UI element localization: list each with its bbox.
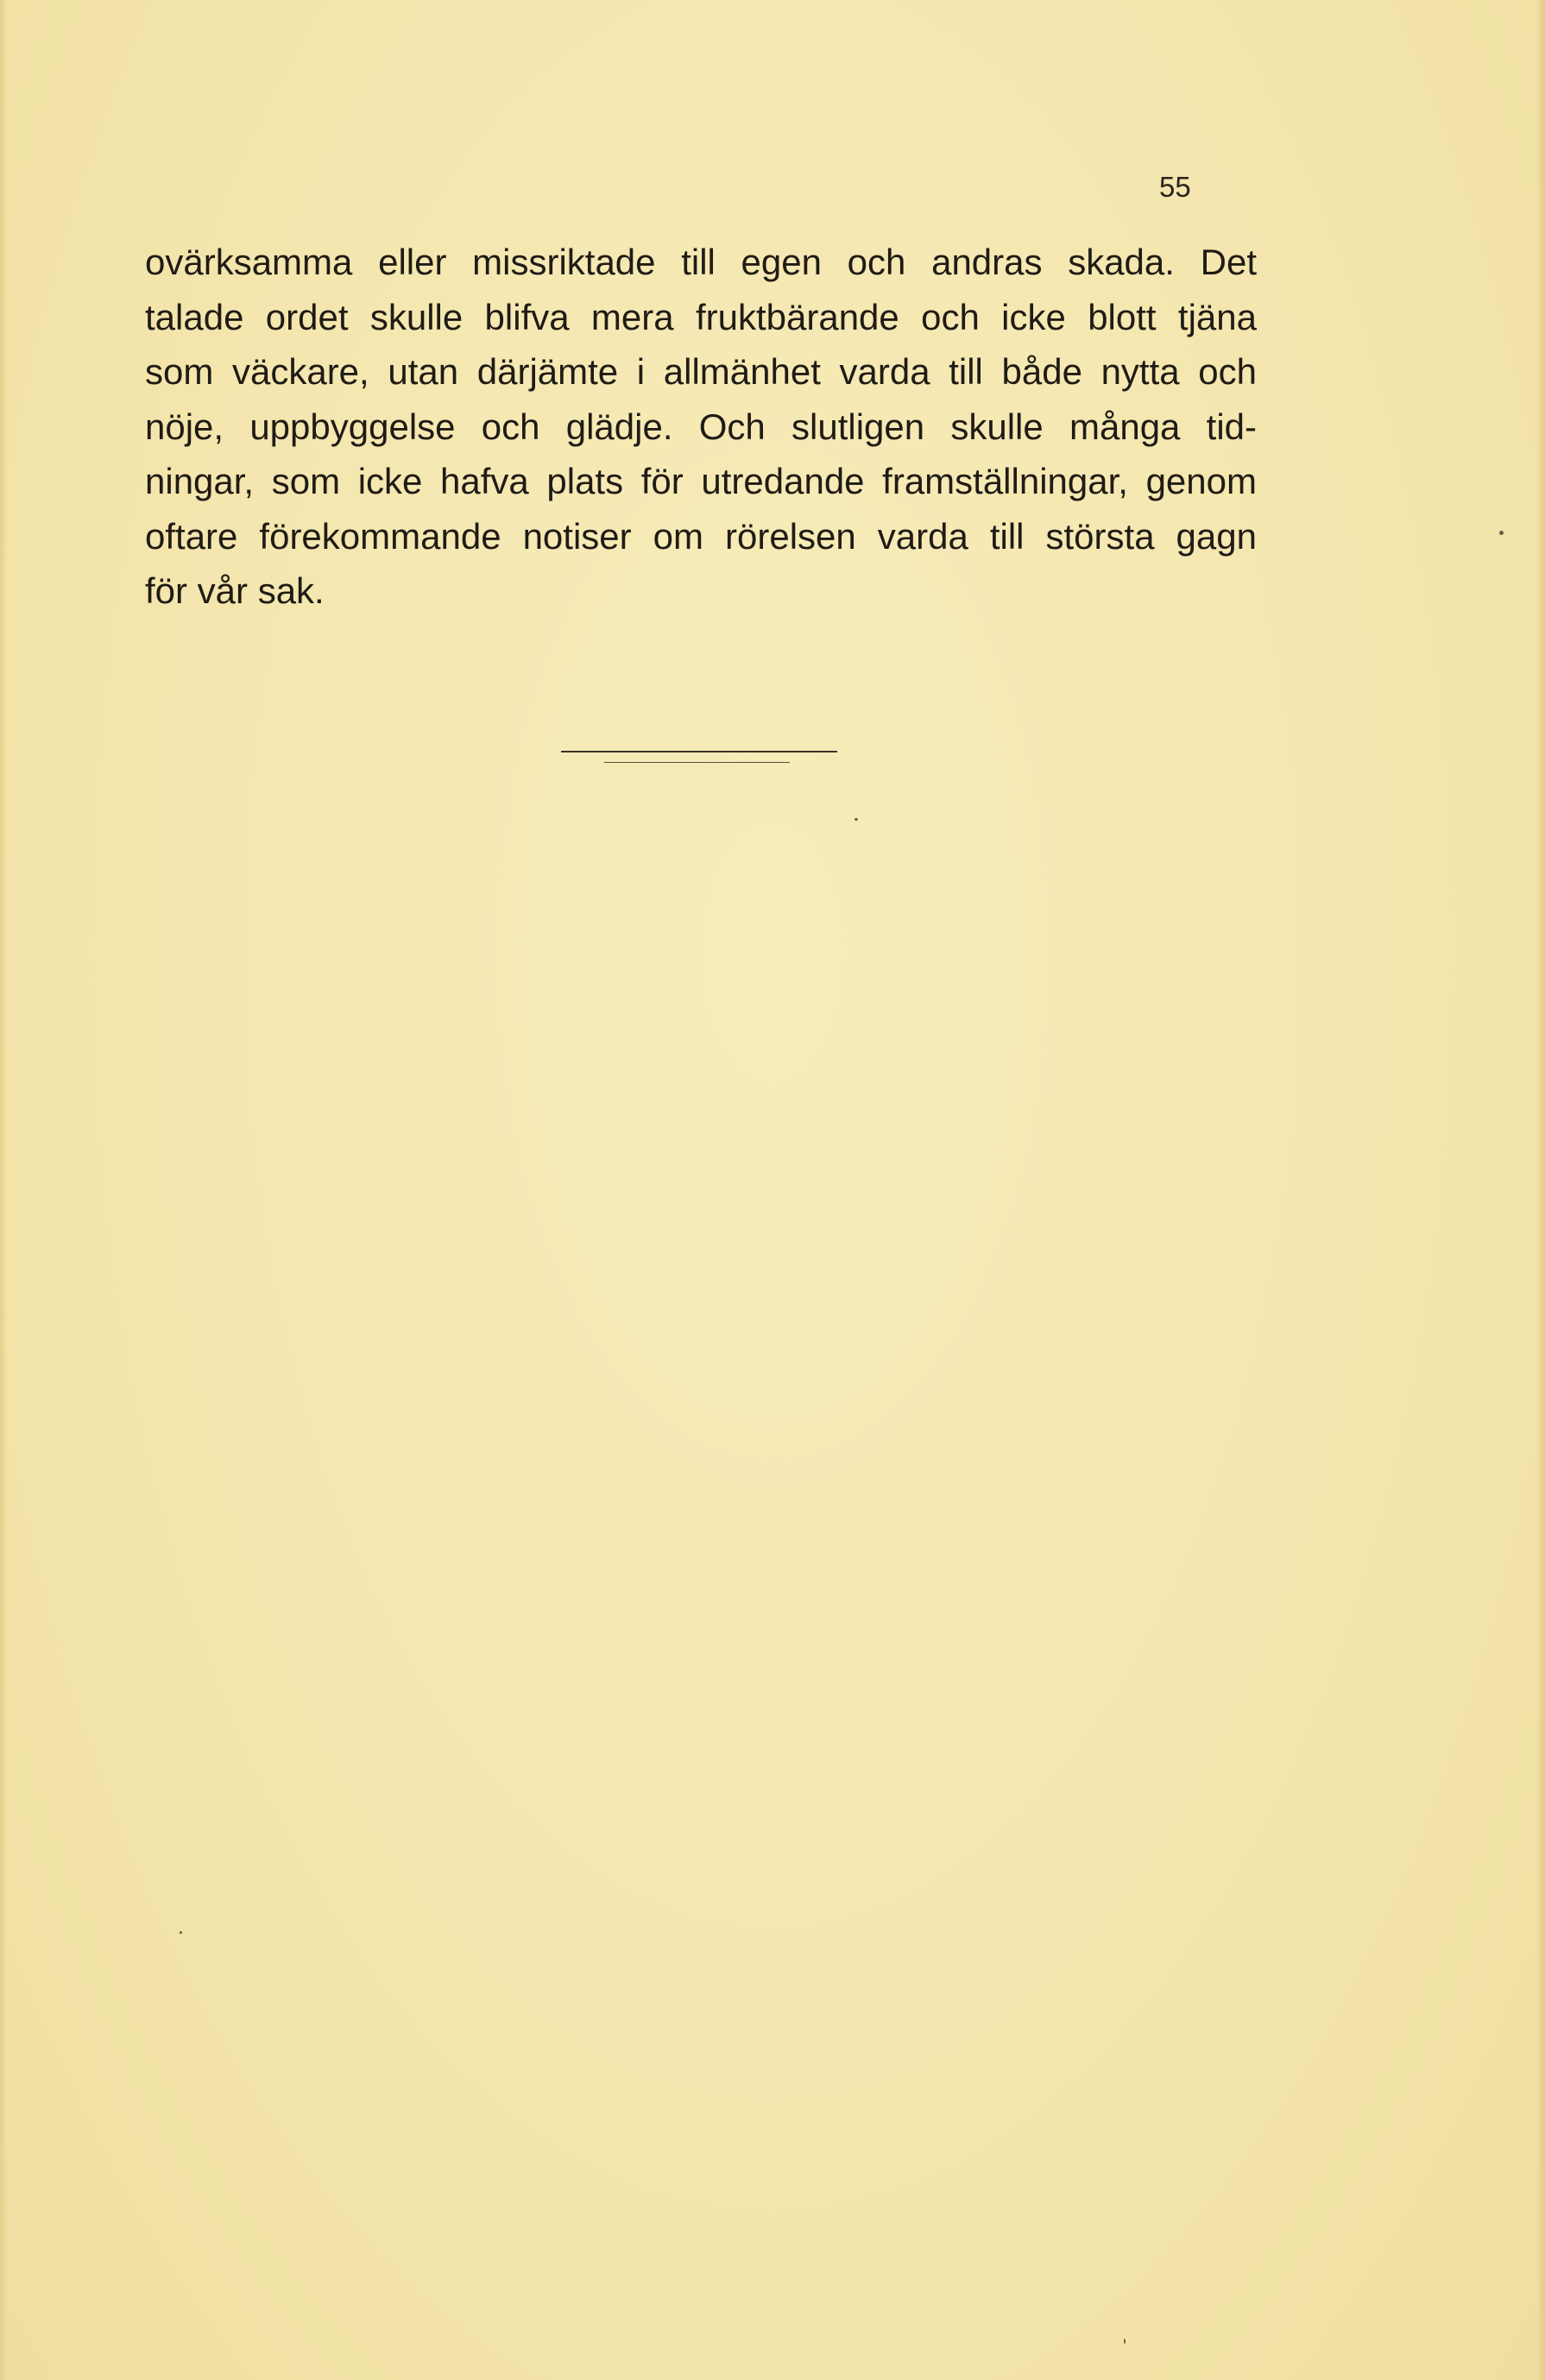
text-line: för vår sak. [145, 570, 325, 611]
text-line: nöje, uppbyggelse och glädje. Och slutligen skulle många tid- [145, 406, 1257, 447]
paper-speck [180, 1931, 182, 1934]
paper-speck [1124, 2339, 1126, 2344]
paper-speck [1499, 531, 1504, 535]
end-rule-bottom [604, 762, 790, 763]
end-rule-top [561, 751, 837, 752]
paper-speck [854, 818, 858, 821]
page-edge-right [1536, 0, 1545, 2380]
page-number: 55 [1159, 171, 1191, 203]
text-line: ovärksamma eller missriktade till egen och andras skada. Det [145, 242, 1257, 282]
text-line: talade ordet skulle blifva mera fruktbärande och icke blott tjäna [145, 296, 1257, 337]
page-edge-left [0, 0, 7, 2380]
body-paragraph [145, 235, 1257, 619]
text-line: som väckare, utan därjämte i allmänhet varda till både nytta och [145, 351, 1257, 392]
text-line: oftare förekommande notiser om rörelsen varda till största gagn [145, 515, 1257, 557]
text-line: ningar, som icke hafva plats för utredande framställningar, genom [145, 461, 1257, 501]
